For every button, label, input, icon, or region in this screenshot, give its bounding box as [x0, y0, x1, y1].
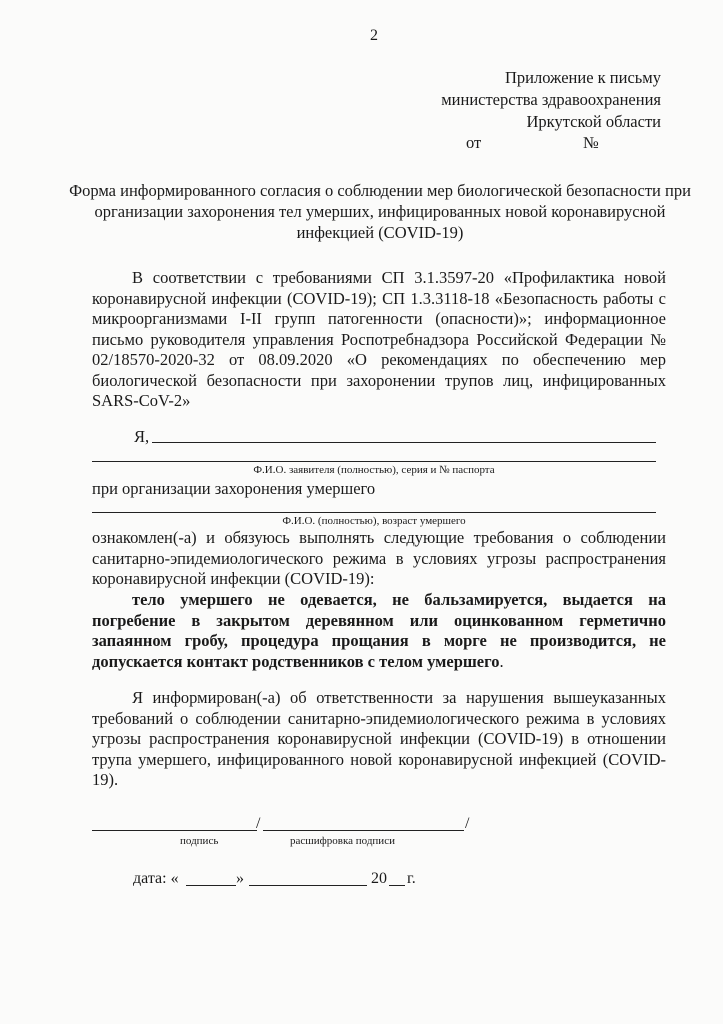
requirements-paragraph	[92, 590, 666, 672]
date-month-line	[249, 885, 367, 886]
date-year-line	[389, 885, 405, 886]
applicant-passport-line	[92, 461, 656, 462]
applicant-label: Я,	[134, 427, 150, 446]
page-number: 2	[370, 27, 378, 44]
appendix-from-label: от	[466, 133, 482, 152]
appendix-line-3: Иркутской области	[526, 112, 661, 131]
document-title: Форма информированного согласия о соблюдении мер биологической безопасности при организации захоронения тел умерших, инфицированных новой коронавирусной инфекцией (COVID-19)	[69, 181, 691, 242]
deceased-name-line	[92, 512, 656, 513]
applicant-name-line	[152, 442, 656, 443]
appendix-line-2: министерства здравоохранения	[441, 90, 661, 109]
deceased-caption: Ф.И.О. (полностью), возраст умершего	[282, 515, 466, 527]
signature-caption: подпись	[180, 835, 219, 847]
signature-slash-2: /	[465, 815, 470, 832]
date-year-prefix: 20	[371, 870, 387, 887]
signature-slash-1: /	[256, 815, 261, 832]
obligation-paragraph: ознакомлен(-а) и обязуюсь выполнять следующие требования о соблюдении санитарно-эпидемиологического режима в условиях угрозы распространения коронавирусной инфекции (COVID-19):	[92, 528, 666, 588]
date-day-line	[186, 885, 236, 886]
date-year-suffix: г.	[407, 870, 416, 887]
date-label: дата: «	[133, 870, 179, 887]
date-close-quote: »	[236, 870, 244, 887]
signature-decode-line	[263, 830, 464, 831]
signature-line	[92, 830, 257, 831]
applicant-caption: Ф.И.О. заявителя (полностью), серия и № паспорта	[253, 464, 495, 476]
requirements-bold-text: тело умершего не одевается, не бальзамируется, выдается на погребение в закрытом деревянном или оцинкованном герметично запаянном гробу, процедура прощания в морге не производится, не допускается контакт родственников с телом умершего	[92, 590, 666, 671]
appendix-line-1: Приложение к письму	[504, 68, 661, 87]
intro-paragraph: В соответствии с требованиями СП 3.1.3597-20 «Профилактика новой коронавирусной инфекции (COVID-19); СП 1.3.3118-18 «Безопасность работы с микроорганизмами I-II групп патогенности (опасности)»; информационное письмо руководителя управления Роспотребнадзора Российской Федерации № 02/18570-2020-32 от 08.09.2020 «О рекомендациях по обеспечению мер биологической безопасности при захоронении трупов лиц, инфицированных SARS-CoV-2»	[92, 268, 666, 410]
burial-text: при организации захоронения умершего	[92, 479, 376, 498]
appendix-number-label: №	[583, 133, 599, 152]
requirements-end: .	[499, 651, 504, 671]
decode-caption: расшифровка подписи	[290, 835, 395, 847]
responsibility-paragraph: Я информирован(-а) об ответственности за нарушения вышеуказанных требований о соблюдении санитарно-эпидемиологического режима в условиях угрозы распространения коронавирусной инфекции (COVID-19) в отношении трупа умершего, инфицированного новой коронавирусной инфекцией (COVID-19).	[92, 688, 666, 789]
